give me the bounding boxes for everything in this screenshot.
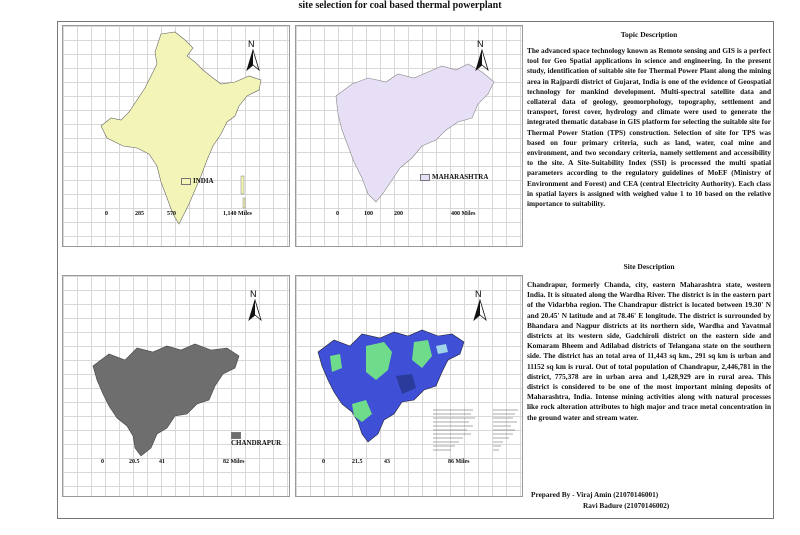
north-arrow-icon bbox=[245, 38, 261, 78]
north-letter: N bbox=[248, 39, 255, 49]
maharashtra-legend bbox=[420, 173, 488, 181]
svg-text:N: N bbox=[250, 289, 257, 299]
chandrapur-legend-label: CHANDRAPUR bbox=[231, 439, 282, 447]
scale-tick: 0 bbox=[105, 211, 108, 217]
andaman-islands-south bbox=[243, 198, 245, 208]
credits bbox=[531, 489, 669, 511]
credits-line-1: Prepared By - Viraj Amin (21070146001) bbox=[531, 490, 659, 499]
scale-tick: 200 bbox=[394, 211, 403, 217]
chandrapur-map-panel bbox=[62, 275, 290, 497]
india-legend-label: INDIA bbox=[193, 177, 214, 185]
lulc-legend-lines bbox=[433, 408, 523, 458]
page-title: site selection for coal based thermal powerplant bbox=[298, 0, 502, 11]
scale-tick: 0 bbox=[322, 459, 325, 465]
scale-tick: 21.5 bbox=[352, 459, 363, 465]
svg-text:N: N bbox=[477, 39, 484, 49]
andaman-islands bbox=[241, 176, 244, 194]
north-arrow-icon bbox=[472, 288, 488, 328]
scale-tick: 1,140 Miles bbox=[223, 211, 252, 217]
svg-text:N: N bbox=[475, 289, 482, 299]
india-map-panel bbox=[62, 25, 290, 247]
scale-tick: 400 Miles bbox=[451, 211, 476, 217]
north-arrow-icon bbox=[474, 38, 490, 78]
chandrapur-scale-bar bbox=[101, 459, 261, 479]
lulc-map-panel bbox=[295, 275, 523, 497]
maharashtra-scale-bar bbox=[336, 211, 486, 231]
chandrapur-outline bbox=[93, 344, 239, 456]
india-outline bbox=[101, 32, 261, 224]
scale-tick: 20.5 bbox=[129, 459, 140, 465]
chandrapur-legend bbox=[231, 431, 289, 447]
scale-tick: 100 bbox=[364, 211, 373, 217]
lulc-legend bbox=[433, 408, 523, 459]
scale-tick: 82 Miles bbox=[223, 459, 245, 465]
topic-body: The advanced space technology known as Remote sensing and GIS is a perfect tool for Geo Spatial applications in science and engineering. In the present study, identification of suitable site for Thermal Power Plant along the mining area in Rajpardi district of Gujarat, India is one of the evidence of Geospatial technology for mankind development. Multi-spectral satellite data and collateral data of geology, geomorphology, topography, settlement and transport, forest cover, hydrology and climate were used to generate the integrated thematic database in GIS platform for selecting the suitable site for Thermal Power Station (TPS) construction. Selection of site for TPS was based on four primary criteria, such as land, water, coal mine and environment, and two secondary criteria, namely settlement and accessibility to the site. A Site-Suitability Index (SSI) is processed the multi spatial parameters according to the regulatory guidelines of MoEF (Ministry of Environment and Forest) and CEA (central Electricity Authority). Each class in spatial layers is assigned with weighed value 1 to 10 based on the relative importance to suitability. bbox=[527, 46, 771, 209]
scale-tick: 41 bbox=[159, 459, 165, 465]
scale-tick: 285 bbox=[135, 211, 144, 217]
site-heading: Site Description bbox=[623, 262, 675, 271]
india-scale-bar bbox=[105, 211, 255, 231]
lulc-scale-bar bbox=[322, 459, 482, 479]
scale-tick: 570 bbox=[167, 211, 176, 217]
scale-tick: 86 Miles bbox=[448, 459, 470, 465]
scale-tick: 0 bbox=[336, 211, 339, 217]
credits-line-2: Ravi Badure (21070146002) bbox=[583, 501, 670, 510]
maharashtra-legend-label: MAHARASHTRA bbox=[432, 173, 489, 181]
site-body: Chandrapur, formerly Chanda, city, eastern Maharashtra state, western India. It is situated along the Wardha River. The district is in the eastern part of the Vidarbha region. The Chandrapur district is located between 19.30' N and 20.45' N latitude and at 78.46' E longitude. The district is surrounded by Bhandara and Nagpur districts at its northern side, Wardha and Yavatmal districts at its western side, Gadchiroli district on the eastern side and Komaram Bheem and Adilabad districts of Telangana state on the southern side. The district has an total area of 11,443 sq km., 291 sq km is urban and 11152 sq km is rural. Out of total population of Chandrapur, 2,446,781 in the district, 775,378 are in urban area and 1,428,929 are in rural area. This district is considered to be one of the most important mining deposits of Maharashtra, India. Intense mining activities along with natural processes like rock alteration attributes to high major and trace metal concentration in the ground water and stream water. bbox=[527, 280, 771, 422]
scale-tick: 43 bbox=[384, 459, 390, 465]
maharashtra-outline bbox=[336, 64, 494, 202]
scale-tick: 0 bbox=[101, 459, 104, 465]
north-arrow-icon bbox=[247, 288, 263, 328]
topic-heading: Topic Description bbox=[620, 30, 678, 39]
india-legend bbox=[181, 177, 214, 185]
maharashtra-map-panel bbox=[295, 25, 523, 247]
